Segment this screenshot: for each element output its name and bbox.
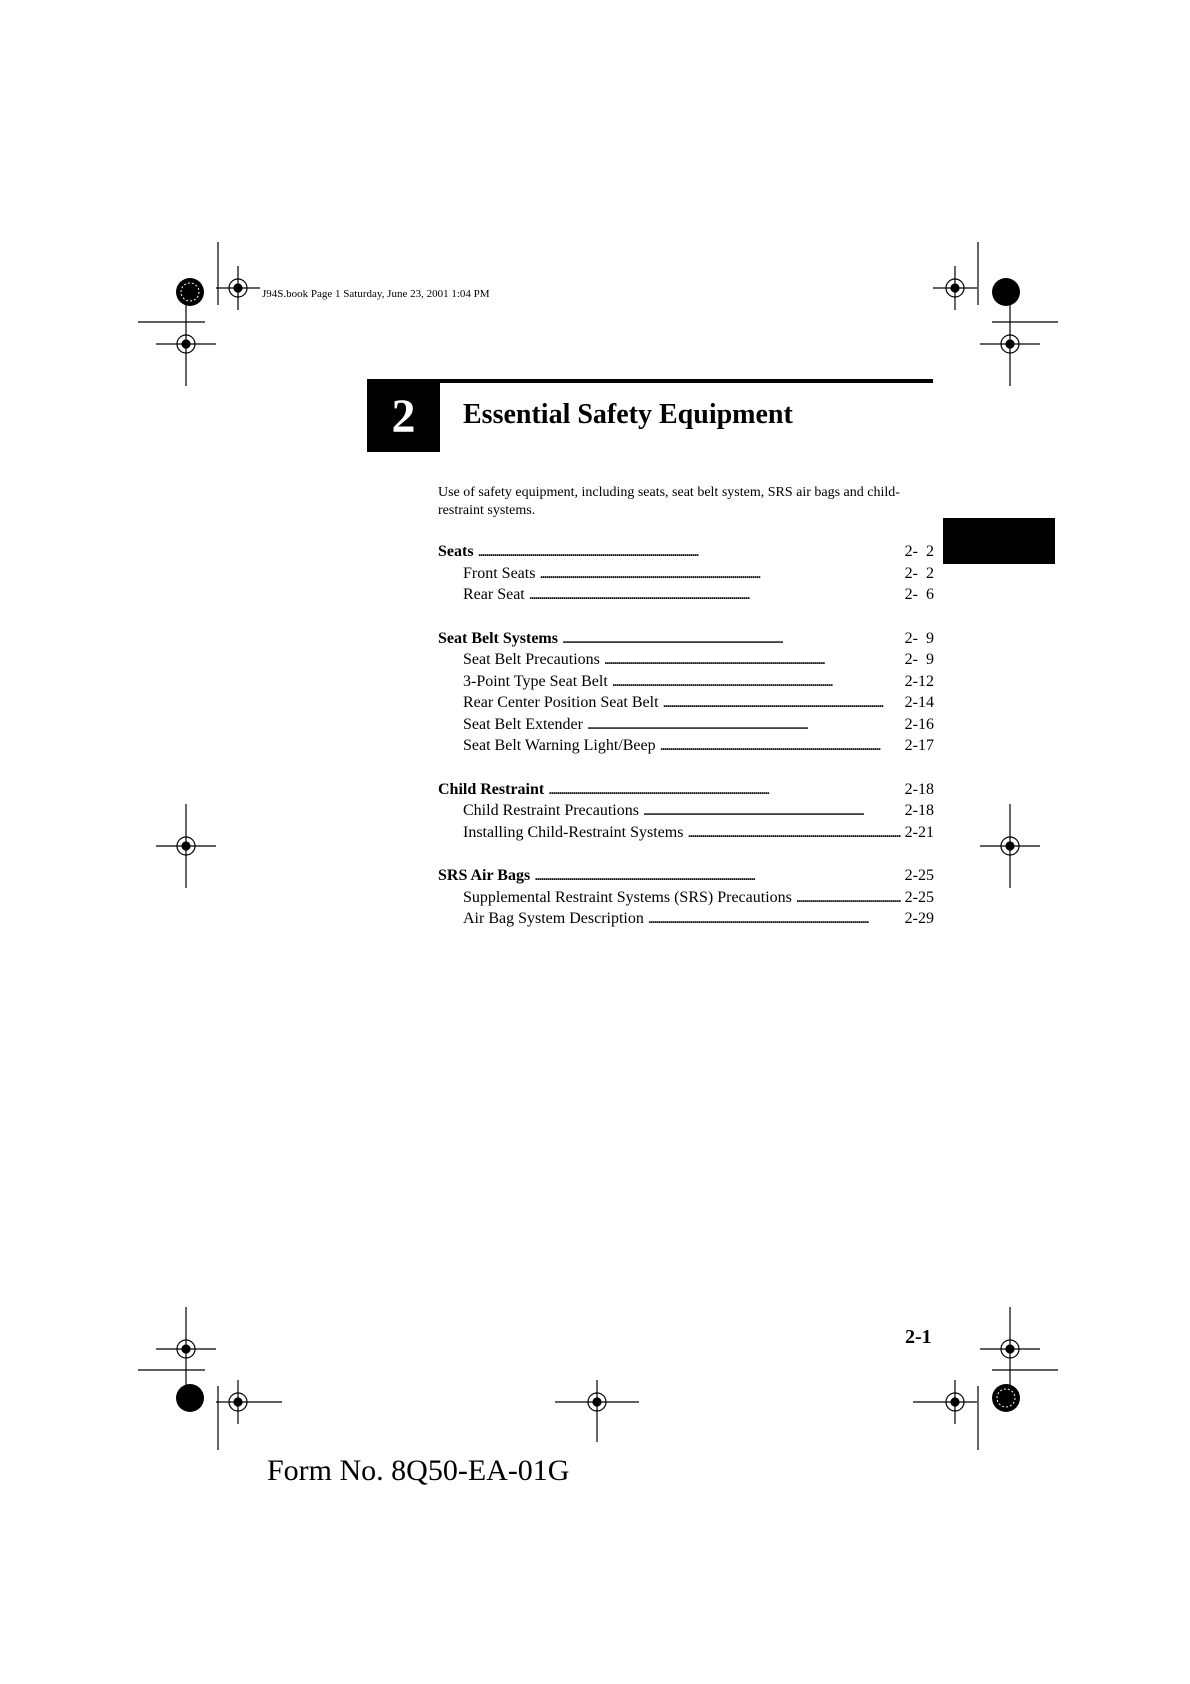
toc-entry-page: 2-12: [904, 672, 934, 690]
toc-entry-page: 2- 2: [904, 543, 934, 560]
dot-leader: [478, 541, 901, 563]
toc-entry-label: Seat Belt Precautions: [463, 651, 600, 668]
toc-subentry[interactable]: [438, 671, 934, 693]
toc-entry-label: Seat Belt Systems: [438, 629, 558, 647]
toc-entry-page: 2-21: [904, 823, 934, 841]
toc-entry-page: 2-25: [904, 867, 934, 884]
toc-subentry[interactable]: [438, 822, 934, 844]
toc-entry-page: 2-29: [904, 910, 934, 927]
dot-leader: [539, 563, 900, 585]
toc-entry-page: 2-25: [904, 888, 934, 906]
toc-entry-label: Seat Belt Warning Light/Beep: [463, 737, 656, 754]
toc-section: [438, 541, 934, 606]
toc-entry-page: 2-16: [904, 715, 934, 733]
toc-subentry[interactable]: [438, 563, 934, 585]
toc-subentry[interactable]: [438, 735, 934, 757]
toc-entry-label: Rear Center Position Seat Belt: [463, 694, 659, 711]
dot-leader: [796, 887, 901, 909]
toc-entry-label: Front Seats: [463, 564, 536, 582]
toc-subentry[interactable]: [438, 649, 934, 671]
toc-subentry[interactable]: [438, 714, 934, 736]
toc-subentry[interactable]: [438, 908, 934, 930]
toc-entry-page: 2- 9: [904, 629, 934, 647]
dot-leader: [687, 822, 900, 844]
toc-entry-page: 2- 6: [904, 586, 934, 603]
toc-entry-label: Supplemental Restraint Systems (SRS) Precautions: [463, 888, 792, 906]
dot-leader: [604, 649, 901, 671]
toc-entry-label: Air Bag System Description: [463, 910, 644, 927]
chapter-thumb-tab: [943, 518, 1055, 564]
table-of-contents: [438, 541, 934, 952]
dot-leader: [648, 908, 901, 930]
form-number: Form No. 8Q50-EA-01G: [267, 1454, 570, 1487]
chapter-number: 2: [367, 380, 440, 452]
dot-leader: [612, 671, 901, 693]
dot-leader: [587, 714, 901, 736]
toc-section: [438, 865, 934, 930]
chapter-intro: Use of safety equipment, including seats, seat belt system, SRS air bags and child-restraint systems.: [438, 485, 900, 518]
toc-subentry[interactable]: [438, 692, 934, 714]
toc-section-heading[interactable]: [438, 541, 934, 563]
dot-leader: [562, 628, 901, 650]
toc-section: [438, 628, 934, 757]
toc-entry-label: Seat Belt Extender: [463, 715, 583, 733]
toc-entry-page: 2-18: [904, 780, 934, 798]
toc-subentry[interactable]: [438, 584, 934, 606]
dot-leader: [529, 584, 901, 606]
chapter-title: Essential Safety Equipment: [463, 399, 793, 430]
toc-section-heading[interactable]: [438, 779, 934, 801]
toc-entry-page: 2-18: [904, 802, 934, 819]
dot-leader: [534, 865, 900, 887]
toc-entry-label: Child Restraint Precautions: [463, 802, 639, 819]
toc-subentry[interactable]: [438, 800, 934, 822]
toc-entry-page: 2-14: [904, 694, 934, 711]
toc-entry-page: 2- 9: [904, 651, 934, 668]
toc-section-heading[interactable]: [438, 865, 934, 887]
toc-entry-label: Installing Child-Restraint Systems: [463, 823, 684, 841]
toc-entry-label: Child Restraint: [438, 780, 545, 798]
toc-subentry[interactable]: [438, 887, 934, 909]
toc-section-heading[interactable]: [438, 628, 934, 650]
toc-entry-label: Seats: [438, 543, 474, 560]
toc-entry-page: 2-17: [904, 737, 934, 754]
chapter-rule: [367, 379, 933, 383]
dot-leader: [663, 692, 901, 714]
print-file-info: J94S.book Page 1 Saturday, June 23, 2001 1:04 PM: [262, 288, 490, 300]
dot-leader: [660, 735, 901, 757]
dot-leader: [548, 779, 900, 801]
toc-entry-label: SRS Air Bags: [438, 867, 531, 884]
toc-entry-page: 2- 2: [904, 564, 934, 582]
toc-entry-label: Rear Seat: [463, 586, 525, 603]
dot-leader: [643, 800, 901, 822]
toc-section: [438, 779, 934, 844]
toc-entry-label: 3-Point Type Seat Belt: [463, 672, 608, 690]
page-number: 2-1: [905, 1326, 932, 1348]
